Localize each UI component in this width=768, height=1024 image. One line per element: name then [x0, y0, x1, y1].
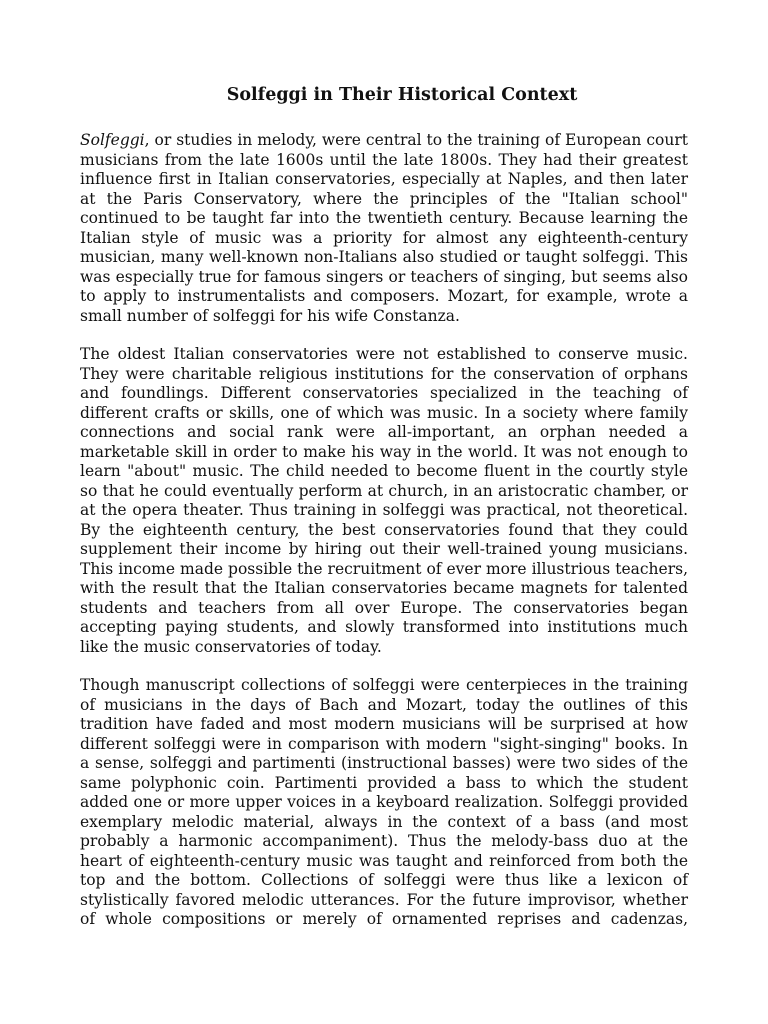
- paragraph-3: [80, 676, 688, 930]
- document-page: [80, 84, 688, 949]
- paragraph-3-text: Though manuscript collections of solfeggi were centerpieces in the training of musicians in the days of Bach and Mozart, today the outlines of this tradition have faded and most modern musicians will be surprised at how different solfeggi were in comparison with modern "sight-singing" books. In a sense, solfeggi and partimenti (instructional basses) were two sides of the same polyphonic coin. Partimenti provided a bass to which the student added one or more upper voices in a keyboard realization. Solfeggi provided exemplary melodic material, always in the context of a bass (and most probably a harmonic accompaniment). Thus the melody-bass duo at the heart of eighteenth-century music was taught and reinforced from both the top and the bottom. Collections of solfeggi were thus like a lexicon of stylistically favored melodic utterances. For the future improvisor, whether of whole compositions or merely of ornamented reprises and cadenzas,: [80, 676, 688, 928]
- paragraph-1: [80, 131, 688, 326]
- paragraph-1-text: , or studies in melody, were central to the training of European court musicians from the late 1600s until the late 1800s. They had their greatest influence first in Italian conservatories, especially at Naples, and then later at the Paris Conservatory, where the principles of the "Italian school" continued to be taught far into the twentieth century. Because learning the Italian style of music was a priority for almost any eighteenth-century musician, many well-known non-Italians also studied or taught solfeggi. This was especially true for famous singers or teachers of singing, but seems also to apply to instrumentalists and composers. Mozart, for example, wrote a small number of solfeggi for his wife Constanza.: [80, 131, 688, 325]
- paragraph-1-lead-term: Solfeggi: [80, 131, 145, 149]
- paragraph-2-text: The oldest Italian conservatories were not established to conserve music. They were charitable religious institutions for the conservation of orphans and foundlings. Different conservatories specialized in the teaching of different crafts or skills, one of which was music. In a society where family connections and social rank were all-important, an orphan needed a marketable skill in order to make his way in the world. It was not enough to learn "about" music. The child needed to become fluent in the courtly style so that he could eventually perform at church, in an aristocratic chamber, or at the opera theater. Thus training in solfeggi was practical, not theoretical. By the eighteenth century, the best conservatories found that they could supplement their income by hiring out their well-trained young musicians. This income made possible the recruitment of ever more illustrious teachers, with the result that the Italian conservatories became magnets for talented students and teachers from all over Europe. The conservatories began accepting paying students, and slowly transformed into institutions much like the music conservatories of today.: [80, 345, 688, 656]
- document-title: Solfeggi in Their Historical Context: [226, 85, 578, 105]
- paragraph-2: [80, 345, 688, 657]
